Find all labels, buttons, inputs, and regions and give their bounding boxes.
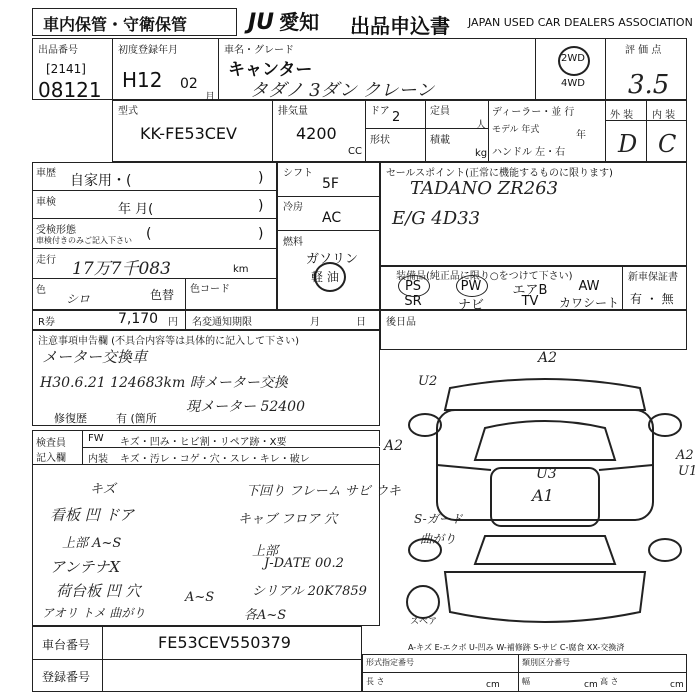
storage-label: 車内保管・守衛保管 [43,15,188,34]
inspect-label: 車検 [36,197,56,208]
remark-13: A~S [185,590,215,605]
mark-right-a2: A2 [676,448,694,463]
color-handwritten: シロ [66,292,91,306]
remark-4: アンテナX [50,558,121,576]
load-label: 積載 [430,135,450,146]
r-label: R券 [38,317,55,328]
year-unit: 年 [576,130,586,141]
equip-airbag: エアB [512,283,548,298]
equip-sr: SR [404,294,422,309]
int-label: 内 装 [652,110,676,121]
era-year: H12 [122,68,163,92]
pw-circle [456,275,488,297]
fuel-label: 燃料 [283,237,303,248]
fuel-diesel: 軽 油 [311,270,339,284]
notes-line-1: メーター交換車 [42,348,148,366]
history-label: 車歴 [36,168,56,179]
width-unit: cm [584,680,598,690]
dealer-label: ディーラー・並 行 [492,107,575,118]
type-value: KK-FE53CEV [140,124,237,143]
model-label: 車名・グレード [224,45,294,56]
wheel-front-left [409,414,441,436]
association-name: JAPAN USED CAR DEALERS ASSOCIATION [468,16,693,29]
disp-unit: CC [348,146,362,157]
ju-logo [248,6,319,35]
back-items-block [380,310,687,350]
cap-unit: 人 [476,120,486,131]
shift-value: 5F [322,176,339,192]
ac-value: AC [322,210,342,226]
grade-handwritten: タダノ 3ダン クレーン [250,80,435,101]
notice-day: 日 [356,317,366,328]
entry-label: 記入欄 [36,453,66,464]
colorcode-label: 色コード [190,284,230,295]
length-unit: cm [486,680,500,690]
remark-8: キャブ フロア 穴 [238,512,338,527]
inspect-paren: ) [258,198,264,214]
history-value: 自家用・( [70,173,132,189]
remark-2: 看板 凹 ドア [50,506,135,524]
remark-3: 上部 A~S [62,536,122,551]
fuel-gas: ガソリン [306,252,359,267]
reg-number-label: 登録番号 [42,670,91,684]
recolor-label: 色替 [150,288,175,302]
fw-items: キズ・凹み・ヒビ割・リペア跡・X要 [120,437,287,448]
car-hood [445,379,645,410]
color-label: 色 [36,285,46,296]
mark-hood: A2 [538,350,558,366]
notice-month: 月 [310,317,320,328]
drive-4wd: 4WD [561,78,585,89]
mark-spare: スペア [410,617,438,627]
r-unit: 円 [168,317,178,328]
disp-label: 排気量 [278,106,308,117]
sales-point-2: E/G 4D33 [392,208,481,229]
shift-label: シフト [283,168,313,179]
r-value: 7,170 [118,311,159,327]
wheel-front-right [649,414,681,436]
load-unit: kg [475,148,488,159]
car-trunk [445,572,645,622]
mark-s-guard: S-ガード [414,512,463,526]
inspect-value: 年 月( [118,202,154,217]
logo-mark: JU [248,10,275,35]
notice-label: 名変通知期限 [192,317,252,328]
mark-roof-u3: U3 [536,466,557,482]
mark-left-top: U2 [418,374,438,389]
mileage-label: 走行 [36,255,56,266]
notes-line-2: H30.6.21 124683km 時メーター交換 [40,375,288,391]
reg-label: 初度登録年月 [118,45,178,56]
door-value: 2 [392,110,401,125]
mark-right-u1: U1 [678,464,698,479]
accept-paren: ) [258,226,264,242]
ps-circle [398,275,430,297]
notes-line-3: 現メーター 52400 [186,399,305,415]
mileage-handwritten: 17万7千083 [72,259,171,279]
equip-aw: AW [578,279,600,294]
notes-label: 注意事項申告欄 (不具合内容等は具体的に記入して下さい) [38,336,299,347]
car-windshield [475,421,615,460]
logo-text: 愛知 [279,10,320,34]
lot-bracket: [2141] [46,62,86,76]
equipment-label: 装備品(純正品に限り○をつけて下さい) [396,271,573,282]
car-rear-window [475,536,615,564]
inspector-label: 検査員 [36,438,66,449]
keishiki-label: 形式指定番号 [366,658,414,667]
int-value: C [658,130,677,158]
model-name: キャンター [228,60,313,80]
warranty-label: 新車保証書 [628,272,678,283]
sales-points-label: セールスポイント(正常に機能するものに限ります) [386,168,613,179]
length-label: 長 さ [366,677,385,686]
accept-paren-open: ( [146,226,152,242]
sales-point-1: TADANO ZR263 [410,178,559,199]
equip-navi: ナビ [457,298,484,313]
remark-10: J-DATE 00.2 [264,556,344,571]
wheel-rear-right [649,539,681,561]
drive-2wd: 2WD [561,53,585,64]
fw-label: FW [88,433,104,444]
score-label: 評 価 点 [625,45,662,56]
repair-value: 有 (箇所 [116,412,157,425]
remark-5: 荷台板 凹 穴 [56,582,141,600]
lot-number: 08121 [38,78,102,102]
mark-left-door: A2 [384,438,404,454]
ext-label: 外 装 [610,110,634,121]
storage-label-box [32,8,237,36]
reg-month-unit: 月 [205,92,215,103]
remark-6: アオリ トメ 曲がり [42,606,146,620]
score-value: 3.5 [628,70,670,100]
back-label: 後日品 [386,317,416,328]
ruibetsu-label: 類別区分番号 [522,658,570,667]
reg-month: 02 [180,76,198,92]
ac-label: 冷房 [283,202,303,213]
remark-7: 下回り フレーム サビ ウキ [246,484,401,499]
modelyear-label: モデル 年式 [492,125,540,135]
door-label: ドア [370,106,390,117]
int-items: キズ・汚レ・コゲ・穴・スレ・キレ・破レ [120,454,310,465]
height-label: 高 さ [600,677,619,686]
warranty-value: 有 ・ 無 [630,292,674,306]
shape-label: 形状 [370,135,390,146]
disp-value: 4200 [296,124,337,143]
mileage-unit: km [233,264,249,275]
diagram-legend: A-キズ E-エクボ U-凹み W-補修跡 S-サビ C-腐食 XX-交換済 [408,643,625,652]
remark-9: 上部 [252,544,279,559]
remark-11: シリアル 20K7859 [252,584,367,599]
chassis-value: FE53CEV550379 [158,633,291,652]
mark-roof-a1: A1 [532,486,554,505]
ext-value: D [618,130,638,158]
remark-1: キズ [90,482,116,497]
height-unit: cm [670,680,684,690]
repair-label: 修復歴 [54,412,87,425]
equip-ps: PS [404,279,422,294]
chassis-label: 車台番号 [42,638,91,652]
lot-label: 出品番号 [38,45,78,56]
remark-12: 各A~S [244,608,287,623]
type-label: 型式 [118,106,138,117]
equip-pw: PW [460,279,482,294]
equip-tv: TV [521,294,539,309]
history-paren: ) [258,170,264,186]
mark-bent: 曲がり [420,532,457,546]
handle-label: ハンドル 左・右 [492,147,566,158]
cap-label: 定員 [430,106,450,117]
accept-sub: 車検付きのみご記入下さい [36,236,132,245]
form-title: 出品申込書 [350,14,450,38]
accept-label: 受検形態 [36,225,76,236]
int-items-label: 内装 [88,454,108,465]
equip-leather: カワシート [558,296,619,310]
width-label: 幅 [522,677,530,686]
